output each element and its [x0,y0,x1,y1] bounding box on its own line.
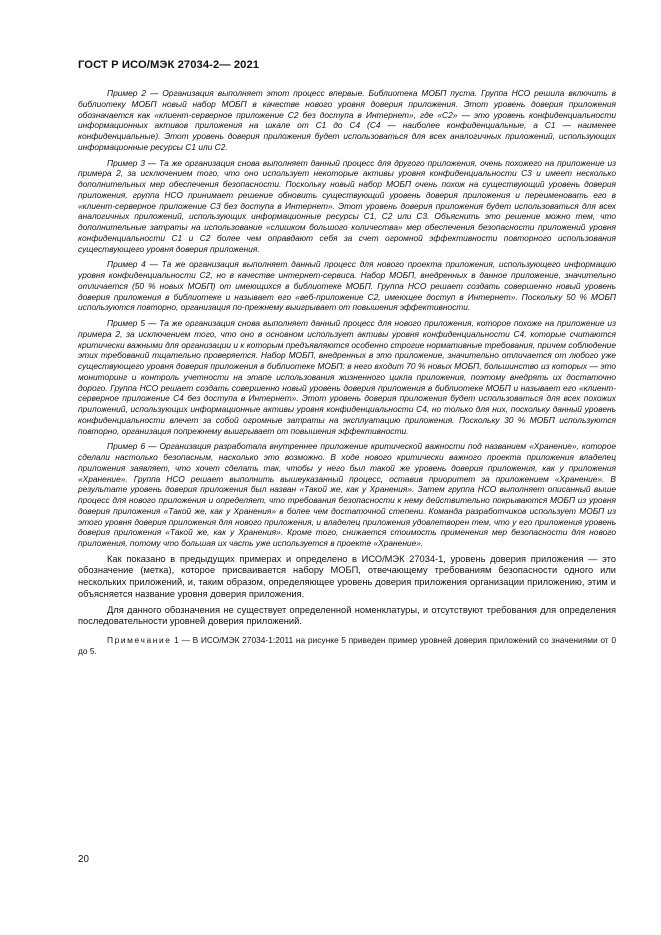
standard-header: ГОСТ Р ИСО/МЭК 27034-2— 2021 [78,59,260,71]
document-body [78,88,616,657]
note-text: 1 — В ИСО/МЭК 27034-1:2011 на рисунке 5 приведен пример уровней доверия приложений со значениями от 0 до 5. [78,634,616,656]
example-6: Пример 6 — Организация разработала внутреннее приложение критической важности под названием «Хранение», которое сделали настолько безопасным, насколько это возможно. В ходе нового критически важного проекта приложения владелец приложения заявляет, что хочет сделать так, чтобы у него был такой же уровень доверия приложения, как у приложения «Хранение». Группа НСО решает выполнить вышеуказанный процесс, оставив приоритет за приложением «Хранение». В результате уровень доверия приложения был назван «Такой же, как у Хранения». Затем группа НСО выполняет описанный выше процесс для нового приложения и определяет, что требования безопасности к нему действительно покрываются МОБП из уровня доверия приложения «Такой же, как у Хранения» в более чем достаточной степени. Команда разработчиков использует МОБП из этого уровня доверия приложения для нового приложения, и владелец приложения удовлетворен тем, что у его приложения уровень доверия приложения «Такой же, как у Хранения». Кроме того, снижается стоимость применения мер безопасности для нового приложения, потому что большая их часть уже используется в проекте «Хранение». [78,441,616,548]
note-label: Примечание [107,634,172,645]
example-5: Пример 5 — Та же организация снова выполняет данный процесс для нового приложения, которое похоже на приложение из примера 2, за исключением того, что оно в основном использует активы уровня конфиденциальности С4, которые считаются критически важными для организации и к которым предъявляются особенно строгие нормативные требования, причем соблюдение этих требований тщательно проверяется. Набор МОБП, внедренных в это приложение, значительно отличается от любого уже существующего уровня доверия приложения в библиотеке МОБП: в него входит 70 % новых МОБП, большинство из которых — это мониторинг и контроль учетности на этапе использования жизненного цикла приложения, поэтому внедрять их достаточно дорого. Группа НСО решает создать совершенно новый уровень доверия приложения в библиотеке МОБП и называет его «клиент-серверное приложение С4 без доступа в Интернет». Этот уровень доверия приложения будет использоваться для всех похожих приложений, использующих информационные активы уровня конфиденциальности С4, но только для них, поскольку данный уровень конфиденциальности влечет за собой огромные затраты на эксплуатацию приложения. Поскольку 30 % МОБП используются повторно, организация попрежнему выигрывает от повышения эффективности. [78,318,616,436]
body-paragraph: Как показано в предыдущих примерах и определено в ИСО/МЭК 27034-1, уровень доверия приложения — это обозначение (метка), которое присваивается набору МОБП, отвечающему требованиям безопасности одного или нескольких приложений, и, таким образом, определяющее уровень доверия приложения организации приложению, этим и объясняется название уровня доверия приложения. [78,553,616,599]
example-3: Пример 3 — Та же организация снова выполняет данный процесс для другого приложения, очень похожего на приложение из примера 2, за исключением того, что оно использует некоторые активы уровня конфиденциальности С3 и имеет несколько дополнительных мер обеспечения безопасности. Поскольку новый набор МОБП очень похож на существующий уровень доверия приложения, группа НСО принимает решение обновить существующий уровень доверия приложения и переименовать его в «клиент-серверное приложение С3 без доступа в Интернет». Этот уровень доверия приложения будет использоваться для всех аналогичных приложений, использующих информационные ресурсы С1, С2 или С3. Объяснить это решение можно тем, что дополнительные затраты на использование «слишком большого количества» мер обеспечения безопасности приложений уровня конфиденциальности С1 и С2 более чем оправдают себя за счет огромной эффективности повторного использования существующего уровня доверия приложения. [78,157,616,254]
example-4: Пример 4 — Та же организация выполняет данный процесс для нового проекта приложения, использующего информацию уровня конфиденциальности С2, но в качестве интернет-сервиса. Набор МОБП, внедренных в данное приложение, значительно отличается (50 % новых МОБП) от имеющихся в библиотеке МОБП. Группа НСО решает создать совершенно новый уровень доверия приложения в библиотеке и называет его «веб-приложение С2, имеющее доступ в Интернет». Поскольку 50 % МОБП используются повторно, организация по-прежнему выигрывает от повышения эффективности. [78,259,616,313]
note [78,635,616,657]
body-paragraph: Для данного обозначения не существует определенной номенклатуры, и отсутствуют требования для определения последовательности уровней доверия приложений. [78,604,616,627]
page-number: 20 [78,854,89,865]
example-2: Пример 2 — Организация выполняет этот процесс впервые. Библиотека МОБП пуста. Группа НСО решила включить в библиотеку МОБП новый набор МОБП в качестве нового уровня доверия приложения. Этот уровень доверия приложения обозначается как «клиент-серверное приложение С2 без доступа в Интернет», где «С2» — это уровень конфиденциальности информационных активов приложения на шкале от С1 до С4 (С4 — наиболее конфиденциальные, а С1 — наименее конфиденциальные). Этот уровень доверия приложения будет использоваться для всех аналогичных приложений, использующих информационные ресурсы С1 или С2. [78,88,616,152]
